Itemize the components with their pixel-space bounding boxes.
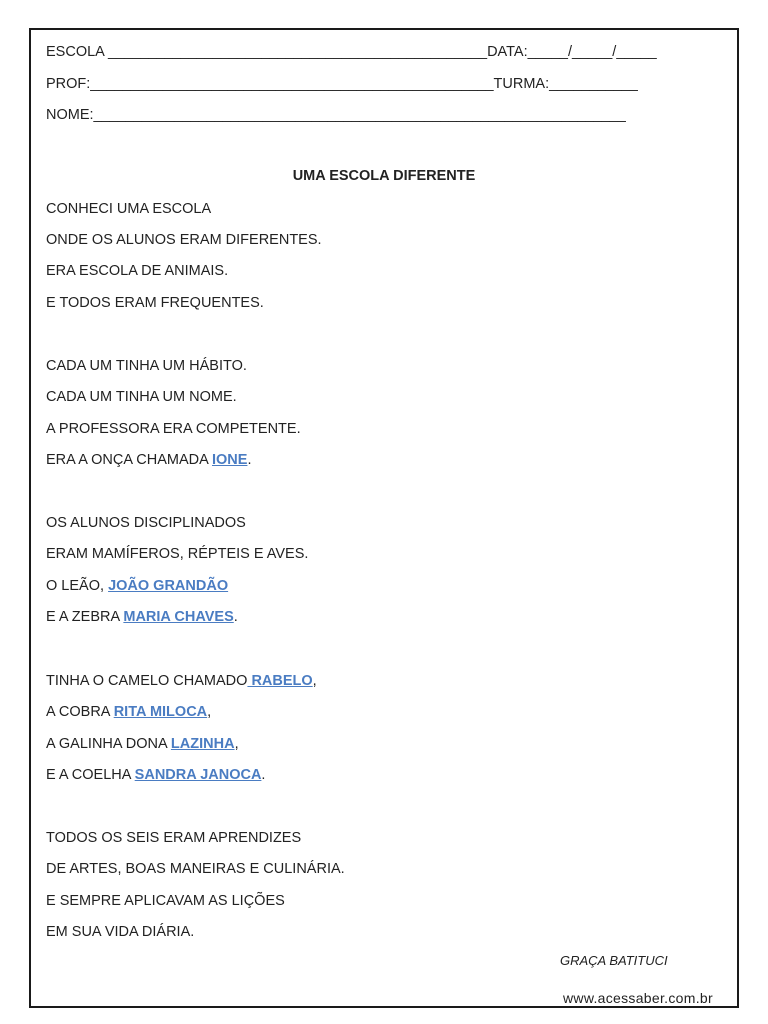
poem-line [46,703,211,721]
line-text: A GALINHA DONA [46,736,171,752]
line-text: ERA A ONÇA CHAMADA [46,452,212,468]
poem-line: CADA UM TINHA UM NOME. [46,389,237,405]
poem-title: UMA ESCOLA DIFERENTE [292,168,476,184]
line-text: O LEÃO, [46,578,109,594]
poem-line: A PROFESSORA ERA COMPETENTE. [46,421,301,437]
line-text: E A ZEBRA [46,609,124,625]
punctuation: , [207,704,212,720]
poem-line: CADA UM TINHA UM HÁBITO. [46,358,247,374]
punctuation: . [247,452,252,468]
poem-line: ONDE OS ALUNOS ERAM DIFERENTES. [46,232,322,248]
punctuation: . [261,767,266,783]
line-text: TINHA O CAMELO CHAMADO [46,673,248,689]
poem-line: E SEMPRE APLICAVAM AS LIÇÕES [46,893,285,909]
character-name: RITA MILOCA [113,704,208,720]
poem-line: CONHECI UMA ESCOLA [46,201,212,217]
punctuation: , [234,736,239,752]
character-name: MARIA CHAVES [123,609,234,625]
poem-line [46,608,238,626]
poem-line [46,735,239,753]
character-name: LAZINHA [170,736,235,752]
poem-line: ERAM MAMÍFEROS, RÉPTEIS E AVES. [46,546,309,562]
author-signature: GRAÇA BATITUCI [560,953,668,968]
poem-line: EM SUA VIDA DIÁRIA. [46,924,195,940]
poem-line: TODOS OS SEIS ERAM APRENDIZES [46,830,302,846]
character-name: SANDRA JANOCA [134,767,262,783]
character-name: IONE [212,452,248,468]
poem-line: E TODOS ERAM FREQUENTES. [46,295,264,311]
line-text: E A COELHA [46,767,135,783]
poem-line [46,577,228,595]
poem-line [46,451,251,469]
character-name: JOÃO GRANDÃO [108,578,229,594]
poem-line: DE ARTES, BOAS MANEIRAS E CULINÁRIA. [46,861,345,877]
poem-line [46,766,265,784]
nome-line: NOME:__________________________________________________________________ [46,107,626,123]
escola-data-line: ESCOLA _______________________________________________DATA:_____/_____/_____ [46,44,657,60]
poem-line [46,672,317,690]
website-url: www.acessaber.com.br [563,990,713,1006]
poem-line: OS ALUNOS DISCIPLINADOS [46,515,246,531]
punctuation: . [233,609,238,625]
poem-line: ERA ESCOLA DE ANIMAIS. [46,263,229,279]
line-text: A COBRA [46,704,114,720]
character-name: RABELO [247,673,313,689]
punctuation: , [312,673,317,689]
prof-turma-line: PROF:__________________________________________________TURMA:___________ [46,76,638,92]
